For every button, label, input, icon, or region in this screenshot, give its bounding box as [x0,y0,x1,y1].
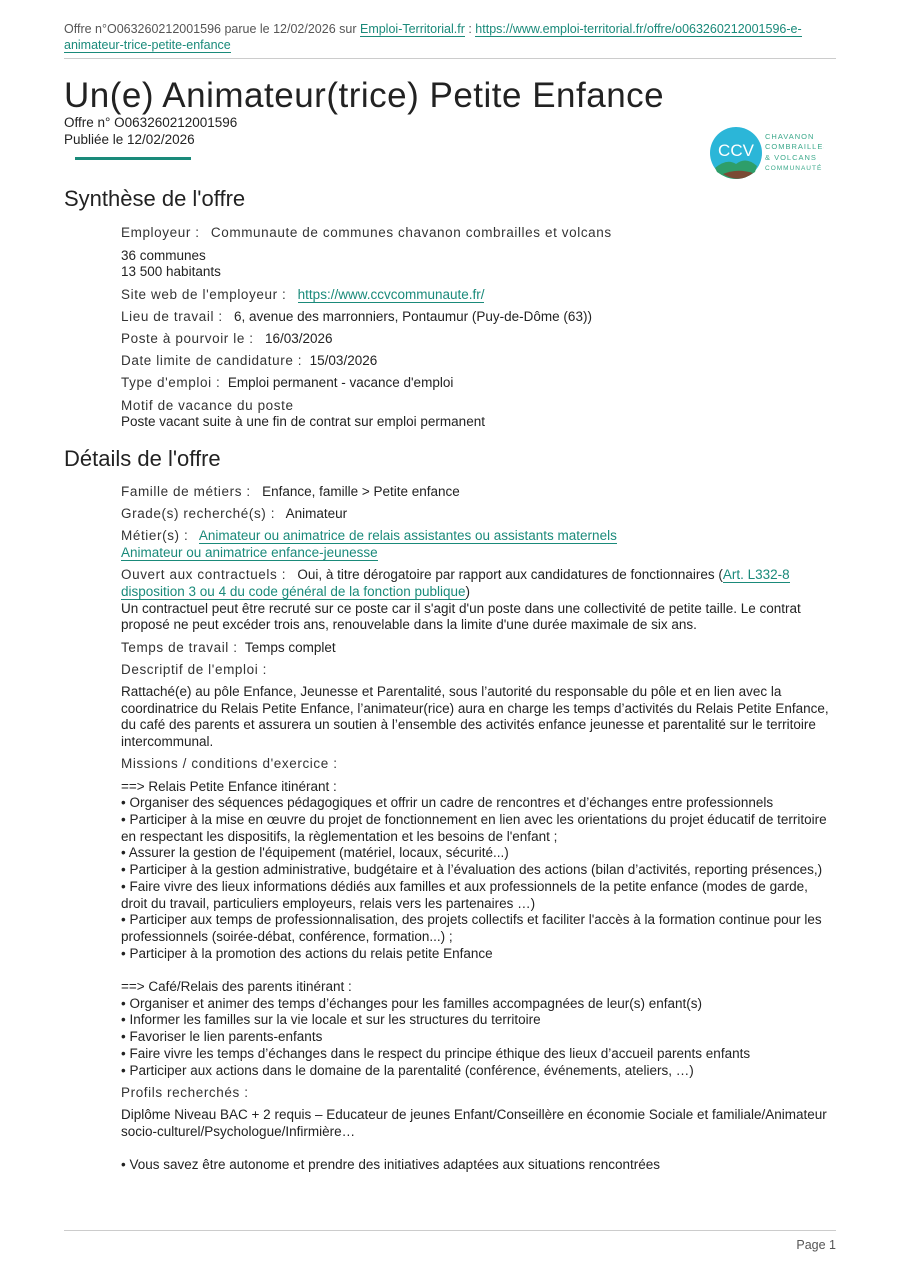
separator: : [464,22,476,36]
start-field [121,331,836,348]
contract-field [121,567,836,634]
employer-info [121,248,836,281]
family-field [121,484,836,501]
label: Employeur : [121,225,200,240]
time-field [121,640,836,657]
page-number: Page 1 [796,1238,836,1252]
divider [64,58,836,59]
label: Famille de métiers : [121,484,251,500]
employer-logo [709,126,824,182]
value: Enfance, famille > Petite enfance [262,484,460,500]
source-line [64,21,836,53]
main-content [64,185,836,1174]
svg-text:COMMUNAUTÉ: COMMUNAUTÉ [765,165,823,172]
offer-url-link[interactable]: https://www.emploi-territorial.fr/offre/o063260212001596-e-animateur-trice-petite-enfance [64,22,802,52]
jobs-field [121,528,836,561]
website-link[interactable]: https://www.ccvcommunaute.fr/ [297,286,485,302]
label: Métier(s) : [121,528,189,544]
section-heading-details: Détails de l'offre [64,446,221,472]
location-field [121,309,836,326]
missions-text: ==> Relais Petite Enfance itinérant : • Organiser des séquences pédagogiques et offrir un cadre de rencontres et d’échanges entre professionnels • Participer à la mise en œuvre du projet de fonctionnement en lien avec les orientations du projet éducatif de territoire en respectant les dispositifs, la règlementation et les besoins de l'enfant ; • Assurer la gestion de l'équipement (matériel, locaux, sécurité...) • Participer à la gestion administrative, budgétaire et à l’évaluation des actions (bilan d’activités, reporting présences,) • Faire vivre des lieux informations dédiés aux familles et aux professionnels de la petite enfance (modes de garde, droit du travail, particuliers employeurs, relais vers les partenaires …) • Participer aux temps de professionnalisation, des projets collectifs et faciliter l'accès à la formation continue pour les professionnels (soirée-débat, conférence, formation...) ; • Participer à la promotion des actions du relais petite Enfance ==> Café/Relais des parents itinérant : • Organiser et animer des temps d’échanges pour les familles accompagnées de leur(s) enfant(s) • Informer les familles sur la vie locale et sur les structures du territoire • Favoriser le lien parents-enfants • Faire vivre les temps d’échanges dans le respect du principe éthique des lieux d’accueil parents enfants • Participer aux actions dans le domaine de la parentalité (conférence, événements, ateliers, …) [121,778,827,1078]
svg-text:COMBRAILLES: COMBRAILLES [765,142,824,151]
value: 15/03/2026 [309,353,378,369]
info-line: 36 communes [121,247,206,263]
section-heading-synthese: Synthèse de l'offre [64,186,246,211]
profile-text: Diplôme Niveau BAC + 2 requis – Educateur de jeunes Enfant/Conseillère en économie Sociale et familiale/Animateur socio-culturel/Psychologue/Infirmière… • Vous savez être autonome et prendre des initiatives adaptées aux situations rencontrées [121,1106,827,1173]
label: Ouvert aux contractuels : [121,567,287,583]
value: 16/03/2026 [264,331,333,347]
info-line: 13 500 habitants [121,264,221,280]
value: ) [465,584,471,600]
offer-number: Offre n° O063260212001596 [64,115,238,130]
employer-value: Communaute de communes chavanon combrailles et volcans [210,225,612,240]
employer-field [121,225,836,242]
value: Animateur [285,506,348,522]
source-text: Offre n°O063260212001596 parue le 12/02/2026 sur [64,22,360,36]
description-label: Descriptif de l'emploi : [121,661,268,677]
label: Poste à pourvoir le : [121,331,254,347]
svg-text:CHAVANON: CHAVANON [765,132,815,141]
svg-text:CCV: CCV [718,141,754,160]
law-article-link[interactable]: Art. L332-8 disposition 3 ou 4 du code général de la fonction publique [121,567,790,600]
profile-label: Profils recherchés : [121,1084,249,1100]
contract-note: Un contractuel peut être recruté sur ce poste car il s'agit d'un poste dans une collectivité de petite taille. Le contrat proposé ne peut excéder trois ans, renouvelable dans la limite d'une durée maximale de six ans. [121,600,801,633]
value: Poste vacant suite à une fin de contrat sur emploi permanent [121,414,485,430]
offer-meta [64,114,237,148]
value: Oui, à titre dérogatoire par rapport aux candidatures de fonctionnaires ( [297,567,723,583]
label: Type d'emploi : [121,375,221,391]
type-field [121,375,836,392]
page-title: Un(e) Animateur(trice) Petite Enfance [64,76,665,115]
label: Grade(s) recherché(s) : [121,506,276,522]
website-field [121,287,836,304]
accent-bar [75,157,191,160]
label: Motif de vacance du poste [121,397,294,413]
label: Site web de l'employeur : [121,286,287,302]
grade-field [121,506,836,523]
job-link[interactable]: Animateur ou animatrice de relais assistantes ou assistants maternels [198,528,617,544]
footer-divider [64,1230,836,1231]
value: 6, avenue des marronniers, Pontaumur (Puy-de-Dôme (63)) [234,308,592,324]
reason-field [121,398,836,431]
label: Lieu de travail : [121,308,223,324]
job-link[interactable]: Animateur ou animatrice enfance-jeunesse [121,545,378,561]
label: Temps de travail : [121,639,238,655]
synthese-section [64,225,836,431]
published-date: Publiée le 12/02/2026 [64,132,195,147]
description-text: Rattaché(e) au pôle Enfance, Jeunesse et Parentalité, sous l’autorité du responsable du pôle et en lien avec la coordinatrice du Relais Petite Enfance, l’animateur(rice) aura en charge les temps d’activités du Relais Petite Enfance, du café des parents et assurera un soutien à l’ensemble des activités enfance jeunesse et parentalité sur le territoire intercommunal. [121,684,829,750]
label: Date limite de candidature : [121,353,303,369]
details-section [64,484,836,1174]
svg-text:& VOLCANS: & VOLCANS [765,153,817,162]
deadline-field [121,353,836,370]
value: Emploi permanent - vacance d'emploi [227,375,454,391]
site-link[interactable]: Emploi-Territorial.fr [359,22,465,36]
missions-label: Missions / conditions d'exercice : [121,756,338,772]
value: Temps complet [244,639,336,655]
